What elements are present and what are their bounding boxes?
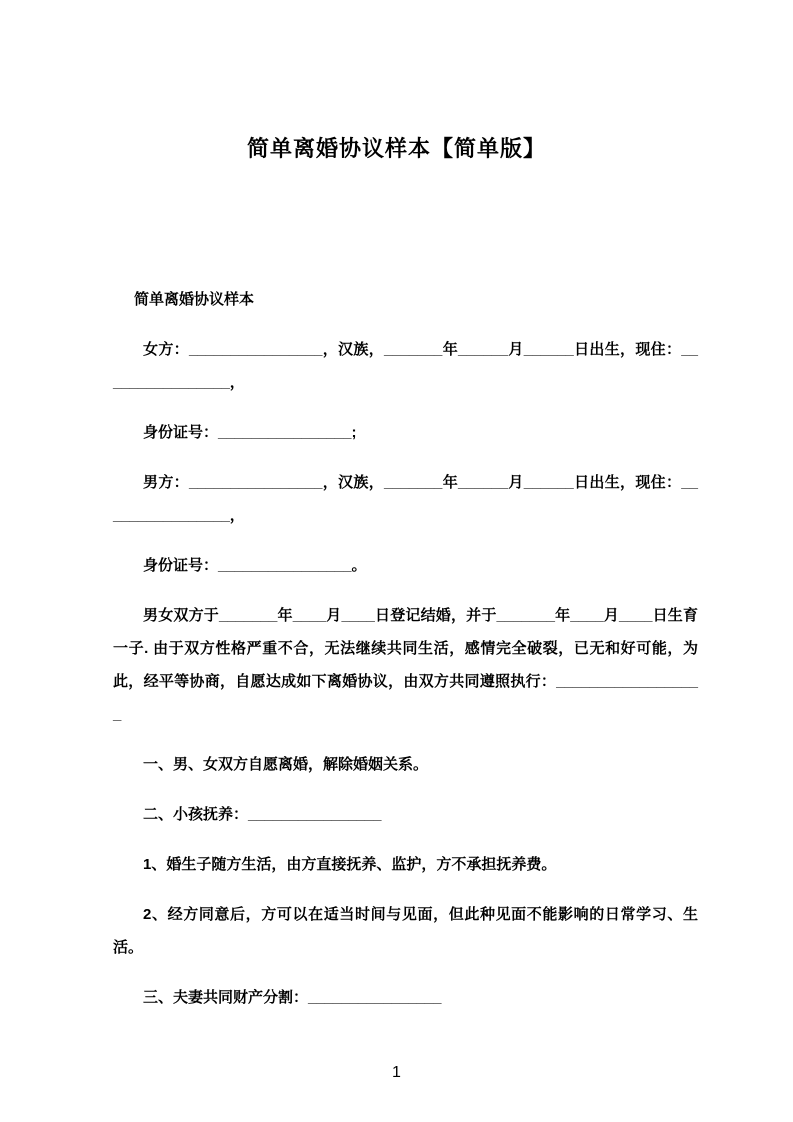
paragraph-woman-id: 身份证号：________________; [143,424,357,441]
paragraph-clause-1: 一、男、女双方自愿离婚，解除婚姻关系。 [143,756,429,773]
paragraph-man-info: 男方：________________，汉族，_______年______月______日出生，现住：________________， [113,474,698,524]
page-number: 1 [392,1064,401,1081]
paragraph-clause-2-item-1: 1、婚生子随方生活，由方直接抚养、监护，方不承担抚养费。 [143,856,557,873]
paragraph-man-id: 身份证号：________________。 [143,557,367,574]
document-subtitle: 简单离婚协议样本 [134,291,255,308]
paragraph-marriage-statement: 男女双方于_______年____月____日登记结婚，并于_______年____月____日生育一子. 由于双方性格严重不合，无法继续共同生活，感情完全破裂，已无和好可能，为此，经平等协商，自愿达成如下离婚协议，由双方共同遵照执行：__________________ [113,607,698,723]
paragraph-clause-3: 三、夫妻共同财产分割：________________ [143,989,442,1006]
document-title: 简单离婚协议样本【简单版】 [246,136,546,161]
paragraph-clause-2-item-2: 2、经方同意后，方可以在适当时间与见面，但此种见面不能影响的日常学习、生活。 [113,906,698,956]
paragraph-woman-info: 女方：________________，汉族，_______年______月______日出生，现住：________________， [113,341,698,391]
document-body [113,283,698,1014]
paragraph-clause-2: 二、小孩抚养：________________ [143,806,382,823]
